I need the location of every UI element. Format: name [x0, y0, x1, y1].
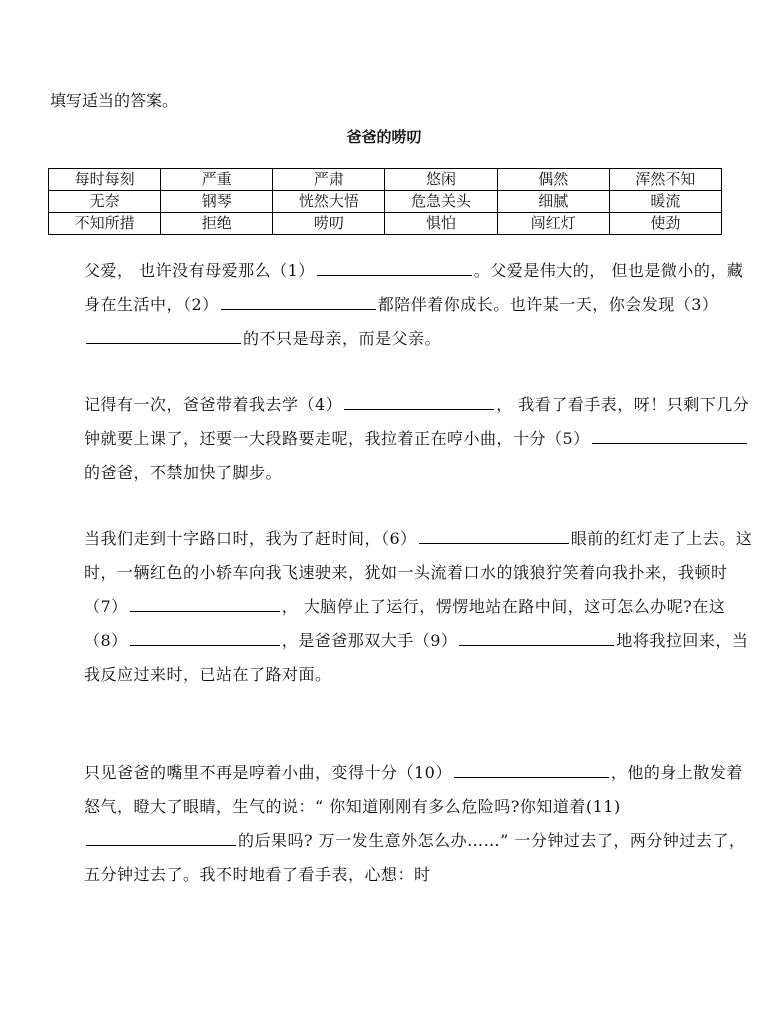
paragraph-4 — [48, 756, 756, 892]
word-cell: 浑然不知 — [609, 169, 721, 191]
word-cell: 不知所措 — [49, 213, 161, 235]
text-segment: 记得有一次，爸爸带着我去学（4） — [84, 395, 343, 414]
answer-blank-8[interactable] — [130, 629, 280, 646]
word-cell: 恍然大悟 — [273, 191, 385, 213]
word-cell: 严重 — [161, 169, 273, 191]
word-cell: 危急关头 — [385, 191, 497, 213]
text-segment: 父爱， 也许没有母爱那么（1） — [84, 261, 315, 280]
word-cell: 闯红灯 — [497, 213, 609, 235]
paragraph-1 — [48, 254, 756, 356]
text-segment: ， 大脑停止了运行，愣愣地站在路中间，这可怎么办呢?在这（8） — [84, 597, 726, 650]
word-cell: 严肃 — [273, 169, 385, 191]
text-segment: 地将我拉回来，当我反应过来时，已站在了路对面。 — [84, 631, 749, 684]
text-segment: 的后果吗? 万一发生意外怎么办……” 一分钟过去了，两分钟过去了，五分钟过去了。我不时地看了看手表，心想：时 — [84, 831, 746, 884]
word-cell: 细腻 — [497, 191, 609, 213]
word-bank-table — [48, 168, 722, 235]
word-bank-row — [49, 213, 722, 235]
word-bank-row — [49, 191, 722, 213]
text-segment: ，是爸爸那双大手（9） — [281, 631, 458, 650]
instruction-text: 填写适当的答案。 — [50, 91, 179, 110]
answer-blank-1[interactable] — [317, 259, 472, 276]
text-segment: 都陪伴着你成长。也许某一天，你会发现（3） — [377, 295, 719, 314]
paragraph-3 — [48, 522, 756, 692]
text-segment: 。父爱是伟大的， 但也是微小的，藏身在生活中，（2） — [84, 261, 744, 314]
passage-title: 爸爸的唠叨 — [346, 128, 422, 146]
answer-blank-9[interactable] — [459, 629, 614, 646]
text-segment: 眼前的红灯走了上去。这时，一辆红色的小轿车向我飞速驶来，犹如一头流着口水的饿狼狞笑着向我扑来，我顿时（7） — [84, 529, 753, 616]
answer-blank-5[interactable] — [592, 427, 747, 444]
paragraph-2 — [48, 388, 756, 490]
answer-blank-4[interactable] — [344, 393, 494, 410]
answer-blank-6[interactable] — [419, 527, 569, 544]
text-segment: ，他的身上散发着怒气，瞪大了眼睛，生气的说：“ 你知道刚刚有多么危险吗?你知道着(11) — [84, 763, 743, 816]
text-segment: 当我们走到十字路口时，我为了赶时间，（6） — [84, 529, 417, 548]
word-cell: 拒绝 — [161, 213, 273, 235]
word-cell: 唠叨 — [273, 213, 385, 235]
text-segment: ， 我看了看手表，呀！只剩下几分钟就要上课了，还要一大段路要走呢，我拉着正在哼小曲，十分（5） — [84, 395, 750, 448]
word-cell: 惧怕 — [385, 213, 497, 235]
word-cell: 偶然 — [497, 169, 609, 191]
text-segment: 的不只是母亲，而是父亲。 — [243, 329, 442, 348]
answer-blank-7[interactable] — [130, 595, 280, 612]
word-cell: 暖流 — [609, 191, 721, 213]
answer-blank-3[interactable] — [86, 327, 241, 344]
word-cell: 悠闲 — [385, 169, 497, 191]
word-cell: 无奈 — [49, 191, 161, 213]
word-cell: 钢琴 — [161, 191, 273, 213]
answer-blank-2[interactable] — [221, 293, 376, 310]
text-segment: 只见爸爸的嘴里不再是哼着小曲，变得十分（10） — [84, 763, 452, 782]
answer-blank-10[interactable] — [454, 761, 609, 778]
answer-blank-11[interactable] — [86, 829, 236, 846]
word-cell: 每时每刻 — [49, 169, 161, 191]
word-cell: 使劲 — [609, 213, 721, 235]
text-segment: 的爸爸，不禁加快了脚步。 — [84, 463, 283, 482]
word-bank-row — [49, 169, 722, 191]
